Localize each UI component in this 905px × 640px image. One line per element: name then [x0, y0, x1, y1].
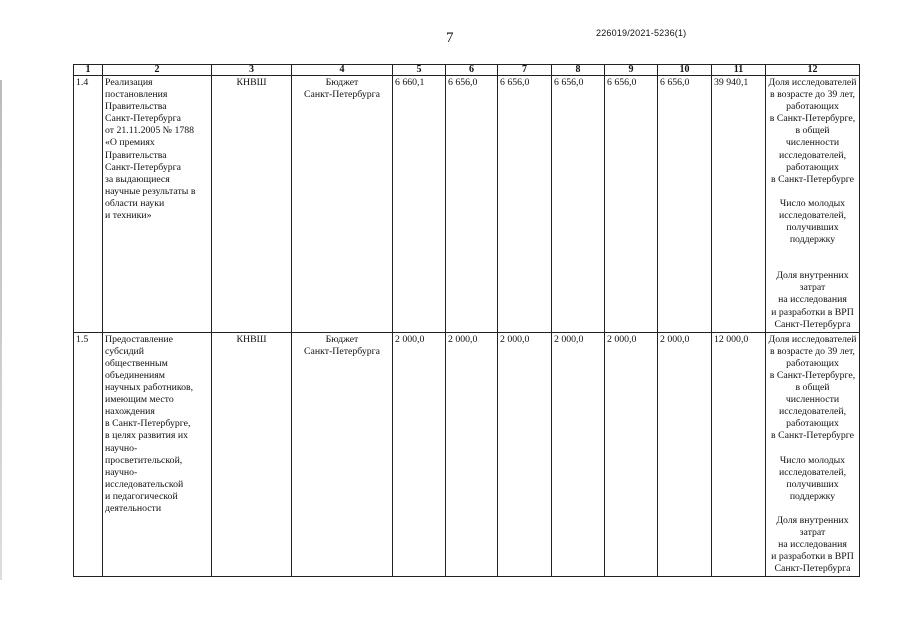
value-cell: 6 656,0	[498, 76, 552, 333]
value-cell: 2 000,0	[605, 332, 658, 577]
column-header: 8	[552, 65, 605, 76]
row-number: 1.5	[74, 332, 103, 577]
column-header: 12	[766, 65, 860, 76]
table-row	[74, 76, 860, 333]
value-cell: 6 660,1	[393, 76, 446, 333]
executor: КНВШ	[212, 332, 292, 577]
indicators-cell: Доля исследователей в возрасте до 39 лет, работающих в Санкт-Петербурге, в общей численности исследователей, работающих в Санкт-Петербурге Число молодых исследователей, получивших поддержку Доля внутренних затрат на исследования и разработки в ВРП Санкт-Петербурга	[766, 332, 860, 577]
column-header: 6	[446, 65, 498, 76]
funding-source: Бюджет Санкт-Петербурга	[292, 332, 393, 577]
column-header: 5	[393, 65, 446, 76]
document-id: 226019/2021-5236(1)	[596, 28, 687, 38]
table-row	[74, 332, 860, 577]
value-cell: 2 000,0	[658, 332, 712, 577]
column-header: 9	[605, 65, 658, 76]
scan-left-edge	[0, 80, 2, 580]
program-table	[73, 64, 860, 577]
total-cell: 39 940,1	[712, 76, 766, 333]
header-row	[74, 65, 860, 76]
page-number: 7	[446, 30, 454, 46]
activity-name: Предоставление субсидий общественным объединениям научных работников, имеющим место нахождения в Санкт-Петербурге, в целях развития их научно- просветительской, научно- исследовательской и педагогической деятельности	[103, 332, 212, 577]
column-header: 7	[498, 65, 552, 76]
activity-name: Реализация постановления Правительства Санкт-Петербурга от 21.11.2005 № 1788 «О премиях Правительства Санкт-Петербурга за выдающиеся научные результаты в области науки и техники»	[103, 76, 212, 333]
value-cell: 6 656,0	[658, 76, 712, 333]
column-header: 10	[658, 65, 712, 76]
column-header: 2	[103, 65, 212, 76]
value-cell: 6 656,0	[446, 76, 498, 333]
value-cell: 2 000,0	[393, 332, 446, 577]
value-cell: 2 000,0	[446, 332, 498, 577]
column-header: 11	[712, 65, 766, 76]
value-cell: 2 000,0	[552, 332, 605, 577]
executor: КНВШ	[212, 76, 292, 333]
column-header: 4	[292, 65, 393, 76]
column-header: 3	[212, 65, 292, 76]
indicators-cell: Доля исследователей в возрасте до 39 лет, работающих в Санкт-Петербурге, в общей численности исследователей, работающих в Санкт-Петербурге Число молодых исследователей, получивших поддержку Доля внутренних затрат на исследования и разработки в ВРП Санкт-Петербурга	[766, 76, 860, 333]
value-cell: 6 656,0	[552, 76, 605, 333]
column-header: 1	[74, 65, 103, 76]
total-cell: 12 000,0	[712, 332, 766, 577]
funding-source: Бюджет Санкт-Петербурга	[292, 76, 393, 333]
row-number: 1.4	[74, 76, 103, 333]
value-cell: 6 656,0	[605, 76, 658, 333]
value-cell: 2 000,0	[498, 332, 552, 577]
